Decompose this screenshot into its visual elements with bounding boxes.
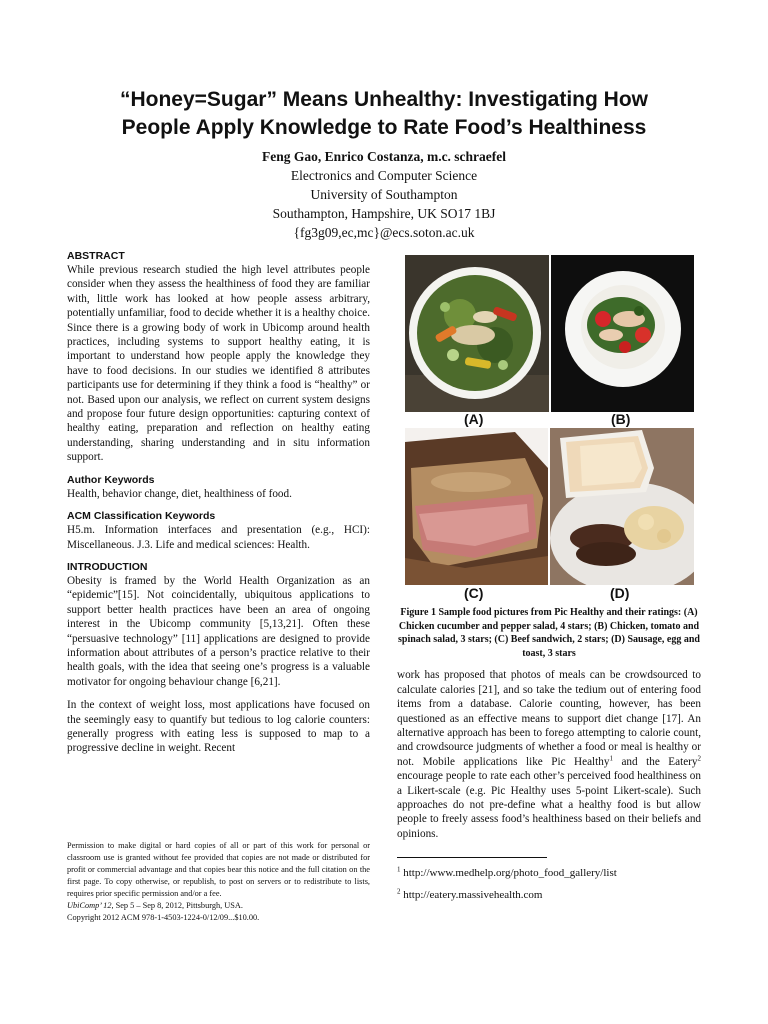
author-block: [40, 147, 728, 242]
email: {fg3g09,ec,mc}@ecs.soton.ac.uk: [293, 225, 475, 240]
affiliation: Electronics and Computer Science: [290, 168, 478, 183]
figure-label-c: (C): [464, 585, 484, 601]
right-text-part-2: and the Eatery: [612, 755, 698, 768]
keywords-heading: Author Keywords: [67, 473, 155, 486]
venue-line: [67, 900, 370, 912]
university: University of Southampton: [310, 187, 458, 202]
venue-details: , Sep 5 – Sep 8, 2012, Pittsburgh, USA.: [111, 901, 243, 910]
figure-label-b: (B): [611, 411, 631, 427]
footnote-2-link[interactable]: http://eatery.massivehealth.com: [400, 889, 543, 902]
footnote-1-link[interactable]: http://www.medhelp.org/photo_food_gallery/list: [400, 867, 617, 880]
right-text-part-3: encourage people to rate each other’s perceived food healthiness on a Likert-scale (e.g. Pic Healthy uses 5-point Likert-scale). Such approaches do not pre-define what a healthy food is but allow people to freely assess food’s healthiness based on their beliefs and opinions.: [397, 770, 701, 840]
title-line-2: People Apply Knowledge to Rate Food’s Healthiness: [121, 116, 647, 139]
introduction-paragraph-2: In the context of weight loss, most applications have focused on the seemingly easy to quantify but tedious to log calorie counters: generally progress with eating less is supposed to map to a progressive decline in weight. Recent: [67, 699, 370, 755]
introduction-heading: INTRODUCTION: [67, 560, 148, 573]
paper-title: [40, 86, 728, 142]
photo-beef-sandwich: [405, 428, 548, 585]
permission-notice: [67, 840, 370, 924]
acm-text: H5.m. Information interfaces and presentation (e.g., HCI): Miscellaneous. J.3. Life and medical sciences: Health.: [67, 524, 370, 551]
photo-sausage-egg-toast: [550, 428, 694, 585]
venue-name: UbiComp’ 12: [67, 901, 112, 910]
figure-label-d: (D): [610, 585, 630, 601]
footnote-1: [397, 866, 701, 881]
copyright-line: Copyright 2012 ACM 978-1-4503-1224-0/12/09...$10.00.: [67, 913, 260, 922]
photo-chicken-tomato-spinach-salad: [551, 255, 694, 412]
keywords-text: Health, behavior change, diet, healthiness of food.: [67, 487, 292, 500]
address: Southampton, Hampshire, UK SO17 1BJ: [272, 206, 496, 221]
author-names: Feng Gao, Enrico Costanza, m.c. schraefel: [261, 149, 507, 164]
footnote-ref-1: 1: [609, 754, 613, 763]
footnote-ref-2: 2: [697, 754, 701, 763]
right-text-part-1: work has proposed that photos of meals can be crowdsourced to calculate calories [21], and so take the tedium out of entering food items from a database. Calorie counting, however, has been questioned as an effective means to support diet change [17]. An alternative approach has been to forego attempting to calorie count, and crowdsource judgments of whether a food or meal is healthy or not. Mobile applications like Pic Healthy: [397, 669, 701, 768]
footnote-divider: [397, 857, 547, 858]
footnote-1-number: 1: [397, 865, 401, 874]
abstract-text: While previous research studied the high level attributes people consider when they assess the healthiness of food they are familiar with, little work has looked at how people assess arbitrary, potentially unfamiliar, food to decide whether it is a healthy choice. Since there is a growing body of work in Ubicomp around health practices, including systems to support healthy eating, it is important to understand how people apply the knowledge they have to food decisions. In our studies we identified 8 attributes participants use for determining if they think a food is “healthy” or not. Based upon our analysis, we reflect on current system designs and propose four future design opportunities: capturing context of healthy eating, preparation and reflection on healthy eating understanding, sharing understanding and in situ information support.: [67, 264, 370, 464]
title-line-1: “Honey=Sugar” Means Unhealthy: Investigating How: [119, 88, 648, 111]
right-column-paragraph: [397, 668, 701, 841]
introduction-paragraph-1: Obesity is framed by the World Health Organization as an “epidemic”[15]. Not coincidentally, ubiquitous applications to support better health practices have been an area of ongoing interest in the Ubicomp community [5,13,21]. Often these “persuasive technology” [11] applications are designed to provide information about attributes of a person’s practice relative to their health goals, with the idea that seeing one’s progress is a valuable motivator for ongoing behaviour change [6,21].: [67, 574, 370, 688]
right-column: [397, 255, 701, 910]
abstract-heading: ABSTRACT: [67, 250, 125, 262]
left-column: [67, 250, 370, 756]
footnote-2-number: 2: [397, 887, 401, 896]
figure-label-a: (A): [464, 411, 484, 427]
acm-heading: ACM Classification Keywords: [67, 510, 216, 523]
figure-caption: Figure 1 Sample food pictures from Pic Healthy and their ratings: (A) Chicken cucumber and pepper salad, 4 stars; (B) Chicken, tomato and spinach salad, 3 stars; (C) Beef sandwich, 2 stars; (D) Sausage, egg and toast, 3 stars: [398, 607, 700, 659]
figure-1: [397, 255, 701, 600]
photo-chicken-cucumber-pepper-salad: [405, 255, 549, 412]
permission-text: Permission to make digital or hard copies of all or part of this work for personal or classroom use is granted without fee provided that copies are not made or distributed for profit or commercial advantage and that copies bear this notice and the full citation on the first page. To copy otherwise, or republish, to post on servers or to redistribute to lists, requires prior specific permission and/or a fee.: [67, 841, 370, 898]
footnote-2: [397, 888, 701, 903]
